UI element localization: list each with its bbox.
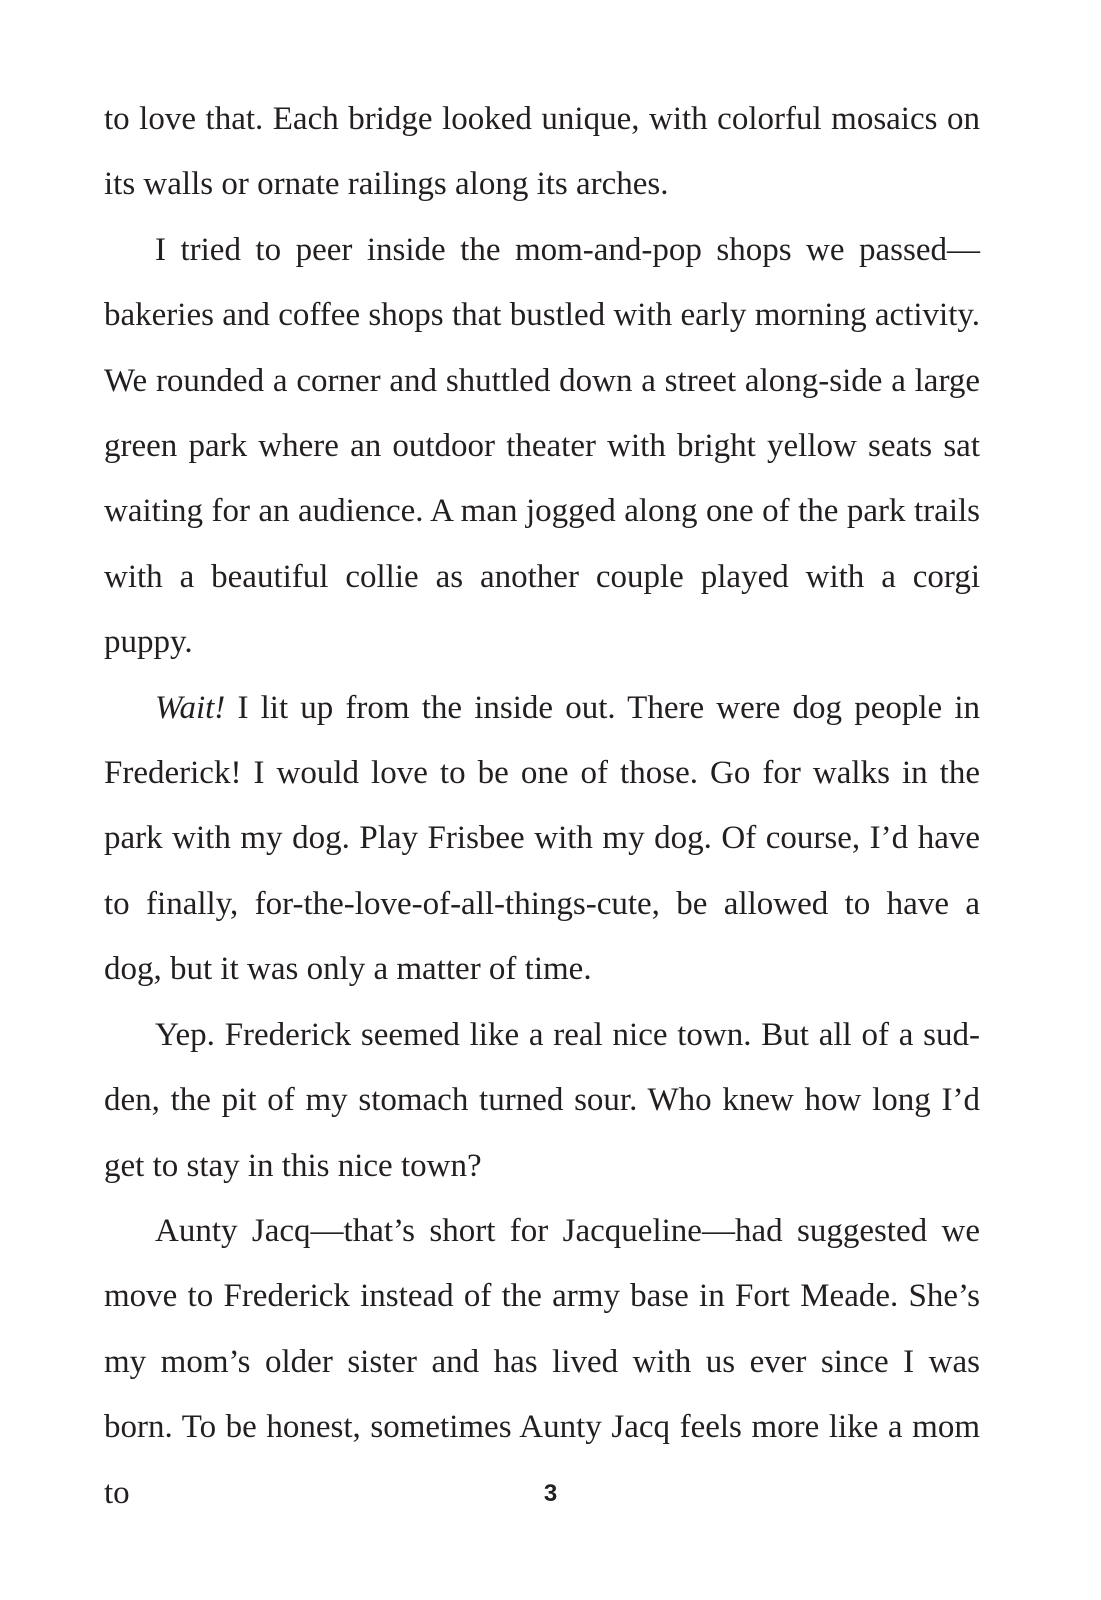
paragraph-2-text: I tried to peer inside the mom-and-pop shops we passed—bakeries and coffee shops that bustled with early morning activity. We rounded a corner and shuttled down a street along-side a large green park where an outdoor theater with bright yellow seats sat waiting for an audience. A man jogged along one of the park trails with a beautiful collie as another couple played with a corgi puppy. bbox=[104, 231, 980, 661]
paragraph-3-emphasis: Wait! bbox=[155, 689, 226, 726]
paragraph-3 bbox=[104, 676, 980, 1003]
paragraph-3-text: I lit up from the inside out. There were dog people in Frederick! I would love to be one of those. Go for walks in the park with my dog. Play Frisbee with my dog. Of course, I’d have to finally, for-the-love-of-all-things-cute, be allowed to have a dog, but it was only a matter of time. bbox=[104, 689, 980, 988]
page-number: 3 bbox=[543, 1480, 558, 1507]
paragraph-5-text: Aunty Jacq—that’s short for Jacqueline—had suggested we move to Frederick instead of the army base in Fort Meade. She’s my mom’s older sister and has lived with us ever since I was born. To be honest, sometimes Aunty Jacq feels more like a mom to bbox=[104, 1212, 980, 1511]
paragraph-1 bbox=[104, 87, 980, 218]
paragraph-1-text: to love that. Each bridge looked unique, with colorful mosaics on its walls or ornate railings along its arches. bbox=[104, 101, 980, 203]
paragraph-4-text: Yep. Frederick seemed like a real nice town. But all of a sud-den, the pit of my stomach turned sour. Who knew how long I’d get to stay in this nice town? bbox=[104, 1016, 980, 1184]
paragraph-2 bbox=[104, 218, 980, 676]
body-text bbox=[104, 87, 980, 1526]
paragraph-4 bbox=[104, 1003, 980, 1199]
